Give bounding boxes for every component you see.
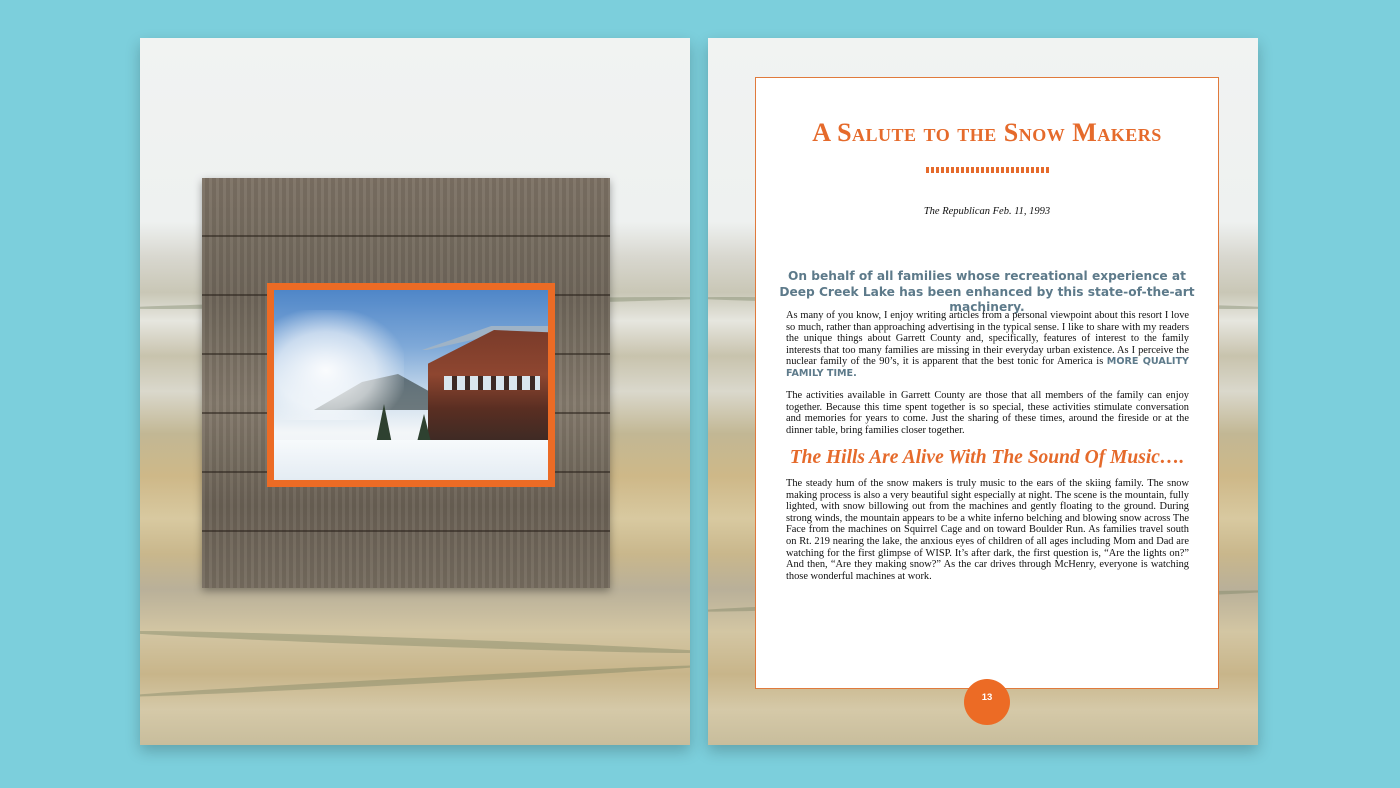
photo-frame [267,283,555,487]
dateline: The Republican Feb. 11, 1993 [923,206,1051,217]
page-number-badge [964,679,1010,725]
paragraph-1-highlight: MORE QUALITY FAMILY TIME. [786,356,1189,379]
wood-board [202,178,610,588]
article-subhead: On behalf of all families whose recreational experience at Deep Creek Lake has been enhanced by this state-of-the-art machinery. [779,269,1195,314]
snow-ground [274,440,548,480]
ski-lodge-photo [274,290,548,480]
watercolor-stroke [140,663,690,700]
lodge-windows [444,376,540,390]
paragraph-3: The steady hum of the snow makers is truly music to the ears of the skiing family. The snow making process is also a very beautiful sight especially at night. The scene is the mountain, fully lighted, with snow billowing out from the machines and gently floating to the ground. During strong winds, the mountain appears to be a white inferno belching and blowing snow across The Face from the machines on Squirrel Cage and on toward Boulder Run. As families travel south on Rt. 219 nearing the lake, the anxious eyes of children of all ages including Mom and Dad are watching for the first glimpse of WISP. It’s after dark, the first question is, “Are the lights on?” And then, “Are they making snow?” As the car drives through McHenry, everyone is watching those wonderful machines at work. [786,478,1189,582]
paragraph-2: The activities available in Garrett County are those that all members of the family can enjoy together. Because this time spent together is so special, these activities stimulate conversation and memories for years to come. Just the sharing of these times, around the fireside or at the dinner table, bring families closer together. [786,390,1189,436]
paragraph-1-text: As many of you know, I enjoy writing articles from a personal viewpoint about this resort I love so much, rather than approaching advertising in the typical sense. I like to share with my readers the unique things about Garrett County and, specifically, features of interest to the family interests that too many families are missing in their everyday urban existence. As I perceive the nuclear family of the 90’s, it is apparent that the best tonic for America is [786,310,1189,368]
article-title: A Salute to the Snow Makers [812,118,1162,147]
page-number: 13 [981,692,993,703]
snow-mist [274,310,404,420]
section-heading: The Hills Are Alive With The Sound Of Music…. [789,447,1185,468]
watercolor-stroke [140,628,690,657]
paragraph-1 [786,310,1189,380]
left-page [140,38,690,745]
article-sheet [755,77,1219,689]
ornament-divider [926,167,1050,173]
right-page [708,38,1258,745]
